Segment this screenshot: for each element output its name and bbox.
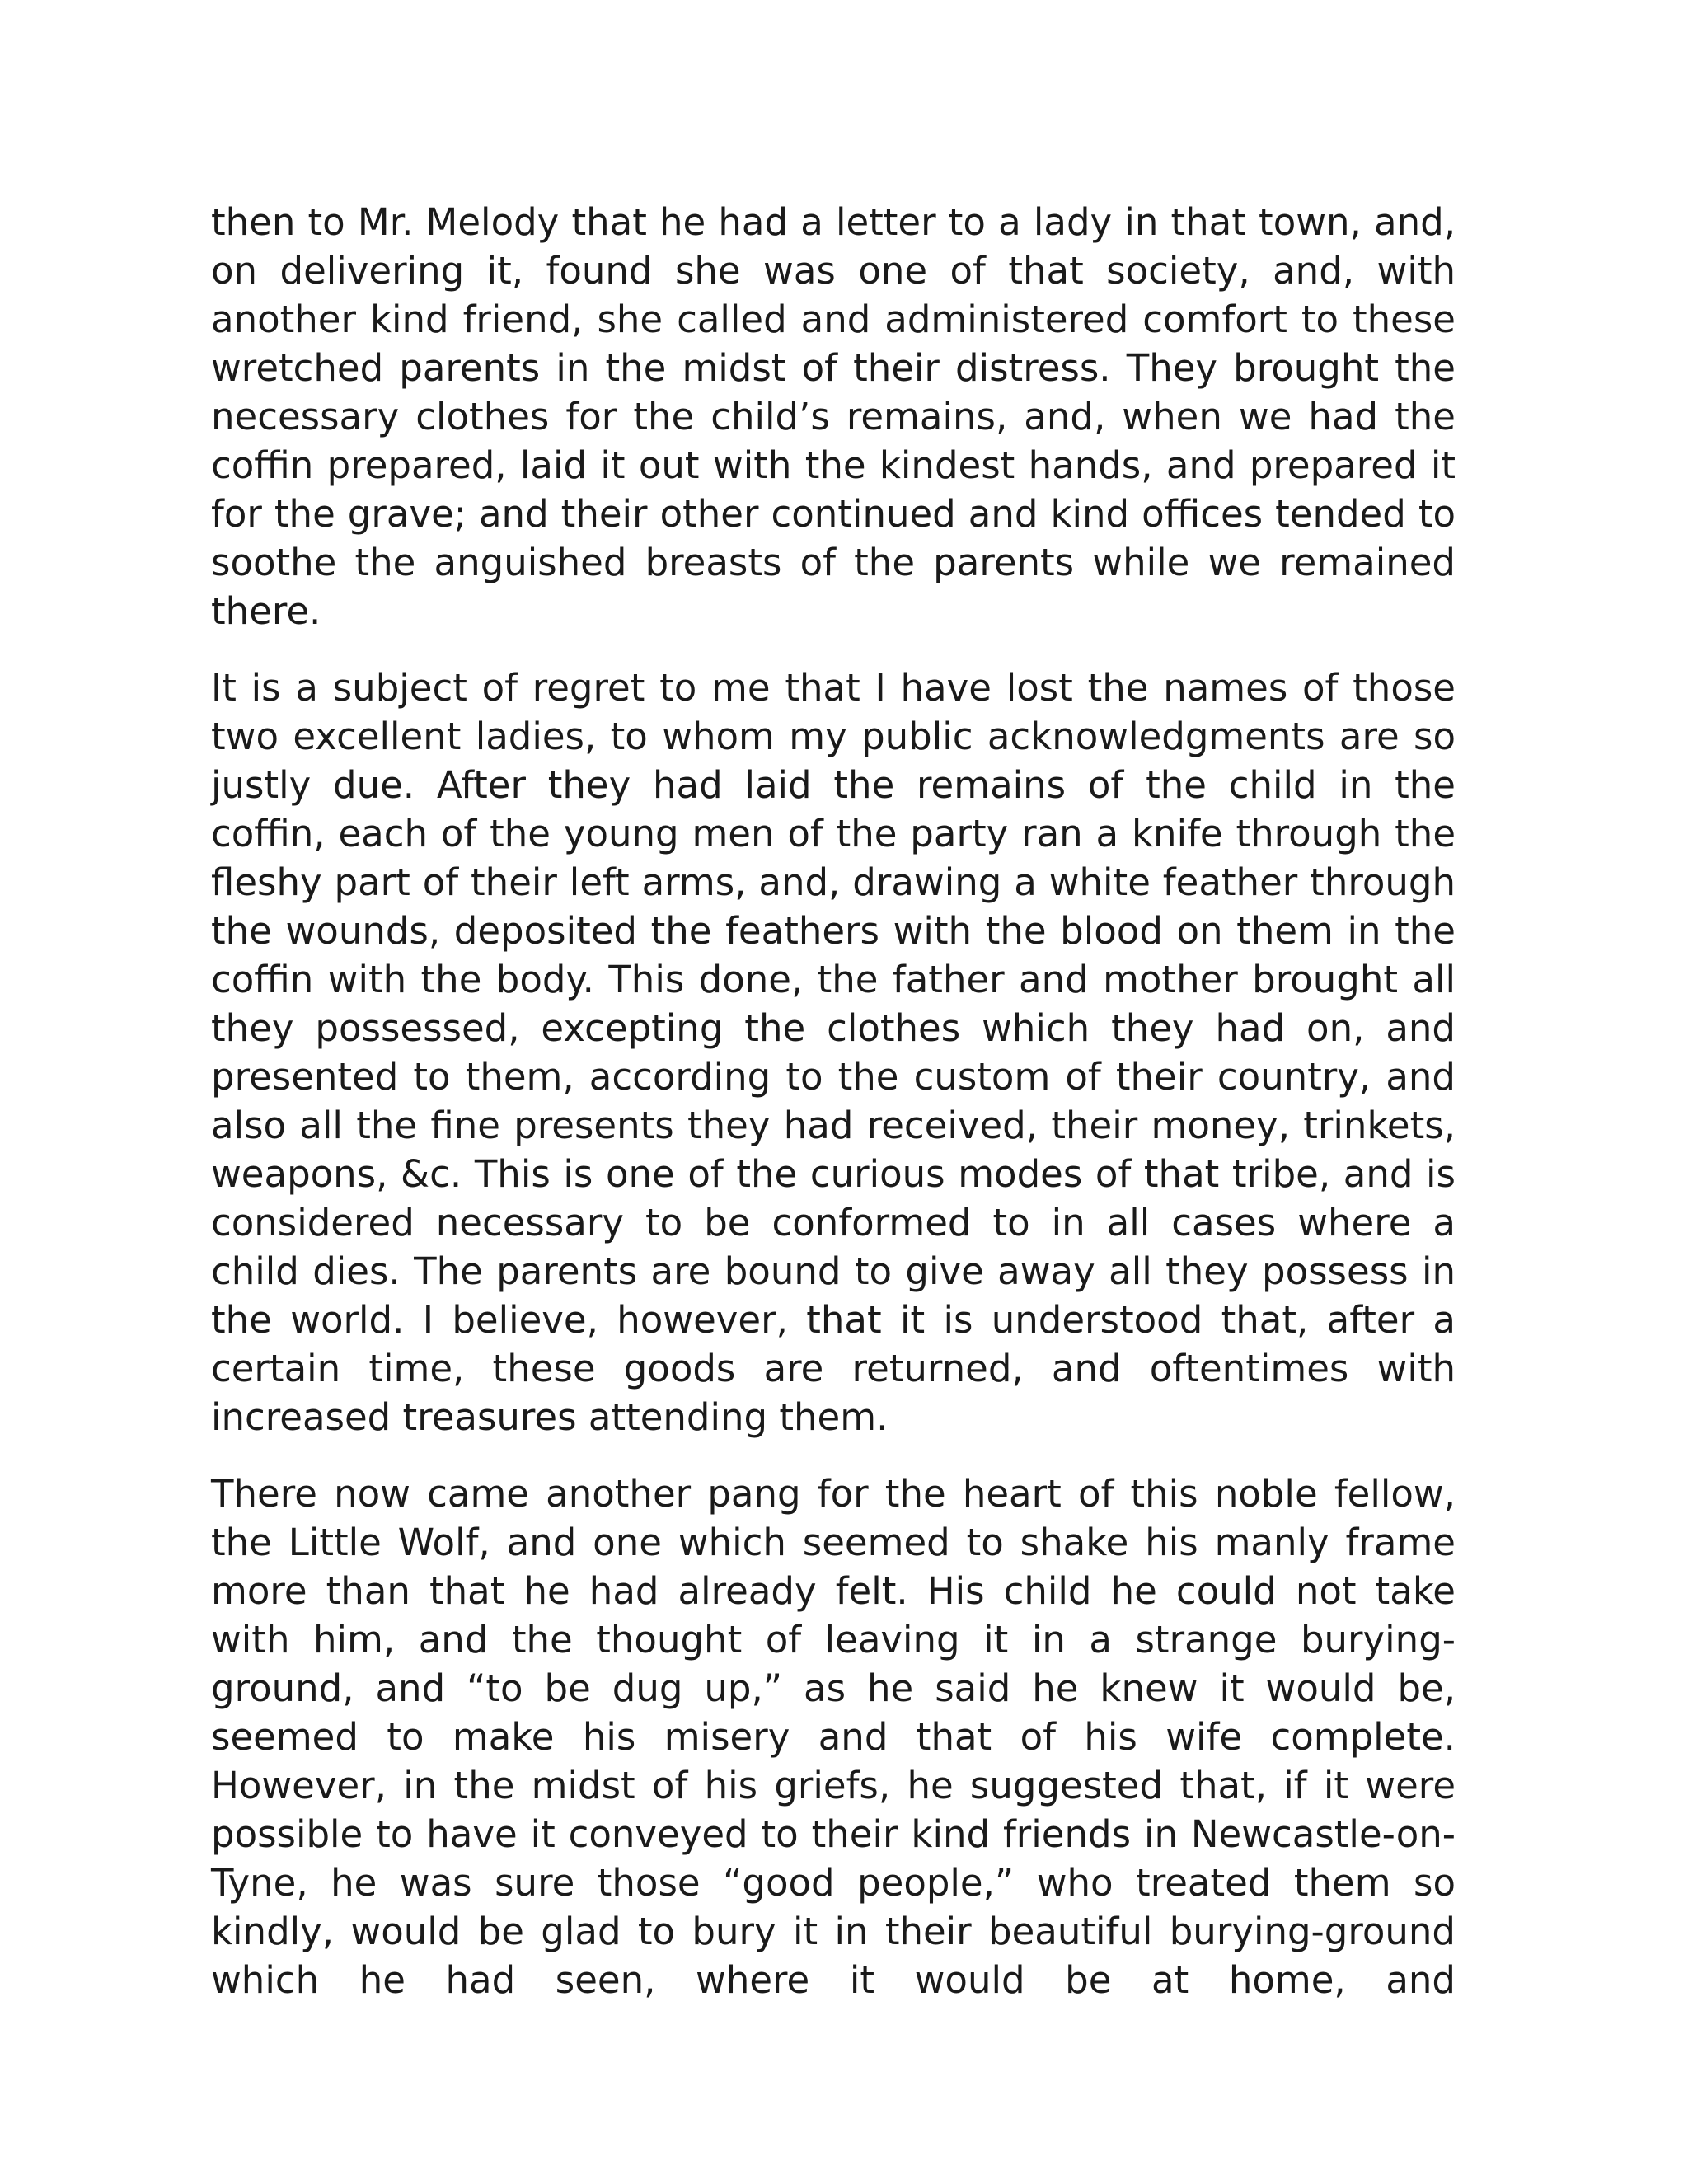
- body-text: [211, 198, 1456, 2032]
- paragraph-3: There now came another pang for the heart of this noble fellow, the Little Wolf, and one which seemed to shake his manly frame more than that he had already felt. His child he could not take with him, and the thought of leaving it in a strange burying-ground, and “to be dug up,” as he said he knew it would be, seemed to make his misery and that of his wife complete. However, in the midst of his griefs, he suggested that, if it were possible to have it conveyed to their kind friends in Newcastle-on-Tyne, he was sure those “good people,” who treated them so kindly, would be glad to bury it in their beautiful burying-ground which he had seen, where it would be at home, and: [211, 1472, 1456, 2002]
- paragraph-1: then to Mr. Melody that he had a letter to a lady in that town, and, on delivering it, found she was one of that society, and, with another kind friend, she called and administered comfort to these wretched parents in the midst of their distress. They brought the necessary clothes for the child’s remains, and, when we had the coffin prepared, laid it out with the kindest hands, and prepared it for the grave; and their other continued and kind offices tended to soothe the anguished breasts of the parents while we remained there.: [211, 200, 1456, 633]
- paragraph-2: It is a subject of regret to me that I have lost the names of those two excellent ladies, to whom my public acknowledgments are so justly due. After they had laid the remains of the child in the coffin, each of the young men of the party ran a knife through the fleshy part of their left arms, and, drawing a white feather through the wounds, deposited the feathers with the blood on them in the coffin with the body. This done, the father and mother brought all they possessed, excepting the clothes which they had on, and presented to them, according to the custom of their country, and also all the fine presents they had received, their money, trinkets, weapons, &c. This is one of the curious modes of that tribe, and is considered necessary to be conformed to in all cases where a child dies. The parents are bound to give away all they possess in the world. I believe, however, that it is understood that, after a certain time, these goods are returned, and oftentimes with increased treasures attending them.: [211, 666, 1456, 1439]
